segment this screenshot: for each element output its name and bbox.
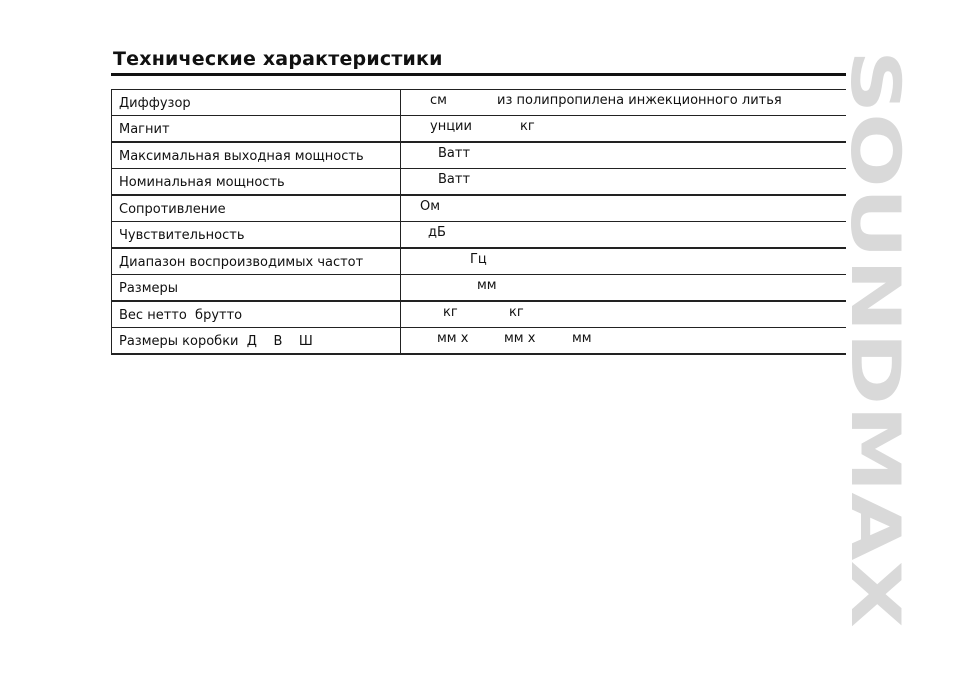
table-row bbox=[112, 328, 847, 355]
spec-label: Чувствительность bbox=[112, 222, 401, 249]
brand-logo bbox=[835, 50, 914, 628]
table-row bbox=[112, 222, 847, 249]
spec-unit: кг bbox=[520, 119, 535, 134]
spec-table bbox=[111, 89, 846, 355]
table-row bbox=[112, 142, 847, 169]
spec-value bbox=[401, 275, 847, 302]
table-row bbox=[112, 169, 847, 196]
spec-unit: унции bbox=[430, 119, 472, 134]
spec-text: из полипропилена инжекционного литья bbox=[497, 93, 782, 108]
spec-value bbox=[401, 90, 847, 116]
spec-value bbox=[401, 195, 847, 222]
spec-unit: кг bbox=[443, 305, 458, 320]
spec-label: Вес нетто брутто bbox=[112, 301, 401, 328]
title-underline bbox=[111, 73, 846, 76]
spec-value bbox=[401, 169, 847, 196]
page-title: Технические характеристики bbox=[113, 48, 443, 70]
spec-label: Максимальная выходная мощность bbox=[112, 142, 401, 169]
spec-unit: мм х bbox=[504, 331, 536, 346]
spec-value bbox=[401, 116, 847, 143]
table-row bbox=[112, 90, 847, 116]
spec-label: Диапазон воспроизводимых частот bbox=[112, 248, 401, 275]
spec-label: Магнит bbox=[112, 116, 401, 143]
table-row bbox=[112, 301, 847, 328]
spec-label: Размеры bbox=[112, 275, 401, 302]
spec-unit: дБ bbox=[428, 225, 446, 240]
spec-unit: Ватт bbox=[438, 172, 471, 187]
spec-unit: кг bbox=[509, 305, 524, 320]
spec-value bbox=[401, 142, 847, 169]
spec-label: Размеры коробки Д В Ш bbox=[112, 328, 401, 355]
spec-unit: мм bbox=[477, 278, 497, 293]
spec-label: Номинальная мощность bbox=[112, 169, 401, 196]
spec-label: Сопротивление bbox=[112, 195, 401, 222]
spec-unit: см bbox=[430, 93, 447, 108]
table-row bbox=[112, 248, 847, 275]
table-row bbox=[112, 195, 847, 222]
spec-value bbox=[401, 222, 847, 249]
spec-unit: мм х bbox=[437, 331, 469, 346]
spec-value bbox=[401, 328, 847, 355]
table-row bbox=[112, 116, 847, 143]
spec-unit: Ом bbox=[420, 199, 441, 214]
spec-value bbox=[401, 248, 847, 275]
spec-unit: Ватт bbox=[438, 146, 471, 161]
spec-value bbox=[401, 301, 847, 328]
spec-unit: мм bbox=[572, 331, 592, 346]
spec-unit: Гц bbox=[470, 252, 487, 267]
brand-watermark bbox=[835, 50, 914, 628]
brand-logo-text: SOUNDMAX bbox=[835, 50, 914, 499]
spec-label: Диффузор bbox=[112, 90, 401, 116]
table-row bbox=[112, 275, 847, 302]
